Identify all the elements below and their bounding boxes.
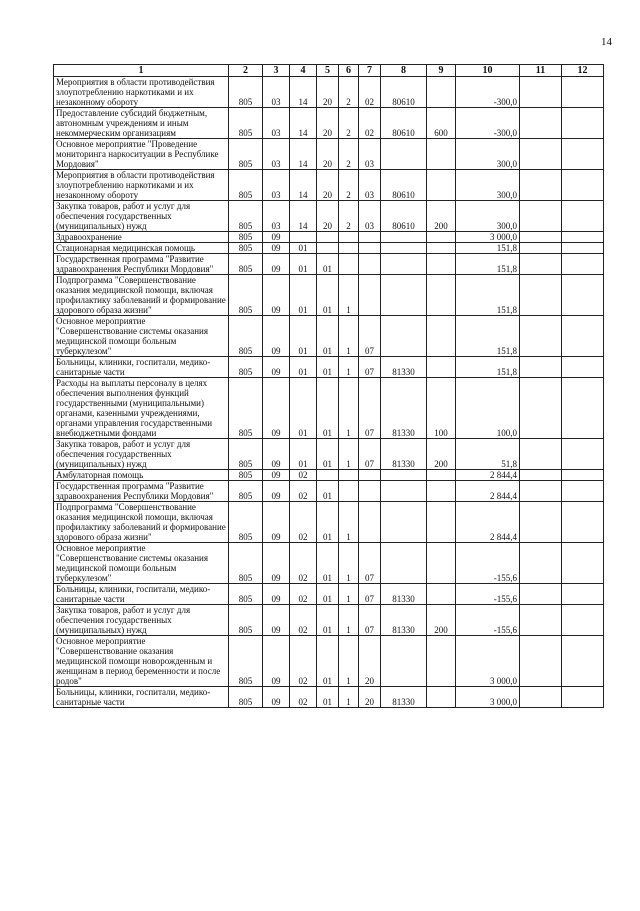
section-code-cell: 09 xyxy=(263,316,290,357)
col-11-cell xyxy=(520,470,562,481)
program-code-cell: 20 xyxy=(317,139,339,170)
expense-type-code-cell xyxy=(427,243,456,254)
direction-code-cell: 81330 xyxy=(381,687,427,708)
col-11-cell xyxy=(520,636,562,687)
col-12-cell xyxy=(562,439,604,470)
col-11-cell xyxy=(520,139,562,170)
subsection-code-cell: 01 xyxy=(290,243,317,254)
column-header: 10 xyxy=(456,65,520,77)
column-header: 4 xyxy=(290,65,317,77)
direction-code-cell: 80610 xyxy=(381,77,427,108)
kvsr-code-cell: 805 xyxy=(229,439,263,470)
kvsr-code-cell: 805 xyxy=(229,636,263,687)
program-code-cell: 01 xyxy=(317,316,339,357)
item-name-cell: Подпрограмма "Совершенствование оказания медицинской помощи, включая профилактику заболеваний и формирование здорового образа жизни" xyxy=(54,502,229,543)
col-11-cell xyxy=(520,77,562,108)
col-11-cell xyxy=(520,378,562,439)
amount-cell: 151,8 xyxy=(456,357,520,378)
event-code-cell xyxy=(359,254,381,275)
expense-type-code-cell: 200 xyxy=(427,201,456,232)
kvsr-code-cell: 805 xyxy=(229,543,263,584)
program-code-cell: 20 xyxy=(317,201,339,232)
table-row xyxy=(54,470,604,481)
subprogram-code-cell: 1 xyxy=(339,687,359,708)
kvsr-code-cell: 805 xyxy=(229,378,263,439)
expense-type-code-cell xyxy=(427,543,456,584)
table-row xyxy=(54,243,604,254)
direction-code-cell xyxy=(381,275,427,316)
col-12-cell xyxy=(562,470,604,481)
kvsr-code-cell: 805 xyxy=(229,275,263,316)
column-header: 8 xyxy=(381,65,427,77)
subsection-code-cell: 02 xyxy=(290,470,317,481)
col-12-cell xyxy=(562,254,604,275)
expense-type-code-cell xyxy=(427,636,456,687)
item-name-cell: Больницы, клиники, госпитали, медико-санитарные части xyxy=(54,687,229,708)
subprogram-code-cell: 2 xyxy=(339,170,359,201)
item-name-cell: Подпрограмма "Совершенствование оказания медицинской помощи, включая профилактику заболеваний и формирование здорового образа жизни" xyxy=(54,275,229,316)
event-code-cell: 02 xyxy=(359,108,381,139)
section-code-cell: 03 xyxy=(263,108,290,139)
direction-code-cell: 81330 xyxy=(381,439,427,470)
col-12-cell xyxy=(562,139,604,170)
event-code-cell xyxy=(359,232,381,243)
item-name-cell: Больницы, клиники, госпитали, медико-санитарные части xyxy=(54,357,229,378)
subprogram-code-cell: 1 xyxy=(339,316,359,357)
kvsr-code-cell: 805 xyxy=(229,502,263,543)
col-12-cell xyxy=(562,108,604,139)
col-12-cell xyxy=(562,636,604,687)
kvsr-code-cell: 805 xyxy=(229,108,263,139)
program-code-cell: 01 xyxy=(317,687,339,708)
amount-cell: 2 844,4 xyxy=(456,481,520,502)
col-11-cell xyxy=(520,232,562,243)
direction-code-cell: 81330 xyxy=(381,378,427,439)
subsection-code-cell: 14 xyxy=(290,108,317,139)
expense-type-code-cell xyxy=(427,254,456,275)
event-code-cell xyxy=(359,243,381,254)
table-row xyxy=(54,316,604,357)
section-code-cell: 09 xyxy=(263,357,290,378)
kvsr-code-cell: 805 xyxy=(229,139,263,170)
direction-code-cell xyxy=(381,502,427,543)
direction-code-cell xyxy=(381,481,427,502)
section-code-cell: 09 xyxy=(263,275,290,316)
amount-cell: 100,0 xyxy=(456,378,520,439)
column-header: 1 xyxy=(54,65,229,77)
col-12-cell xyxy=(562,170,604,201)
subprogram-code-cell xyxy=(339,481,359,502)
kvsr-code-cell: 805 xyxy=(229,243,263,254)
program-code-cell: 20 xyxy=(317,108,339,139)
table-row xyxy=(54,636,604,687)
section-code-cell: 09 xyxy=(263,605,290,636)
event-code-cell: 07 xyxy=(359,357,381,378)
table-row xyxy=(54,502,604,543)
amount-cell: -155,6 xyxy=(456,543,520,584)
event-code-cell xyxy=(359,470,381,481)
expense-type-code-cell: 600 xyxy=(427,108,456,139)
program-code-cell xyxy=(317,470,339,481)
amount-cell: 151,8 xyxy=(456,316,520,357)
kvsr-code-cell: 805 xyxy=(229,584,263,605)
program-code-cell: 01 xyxy=(317,378,339,439)
program-code-cell xyxy=(317,243,339,254)
expense-type-code-cell xyxy=(427,687,456,708)
subsection-code-cell: 01 xyxy=(290,275,317,316)
column-header: 9 xyxy=(427,65,456,77)
section-code-cell: 03 xyxy=(263,170,290,201)
event-code-cell xyxy=(359,481,381,502)
amount-cell: 3 000,0 xyxy=(456,232,520,243)
subsection-code-cell: 02 xyxy=(290,605,317,636)
col-12-cell xyxy=(562,605,604,636)
expense-type-code-cell xyxy=(427,139,456,170)
kvsr-code-cell: 805 xyxy=(229,232,263,243)
section-code-cell: 03 xyxy=(263,201,290,232)
subprogram-code-cell: 2 xyxy=(339,77,359,108)
item-name-cell: Основное мероприятие "Совершенствование системы оказания медицинской помощи больным туберкулезом" xyxy=(54,316,229,357)
col-11-cell xyxy=(520,605,562,636)
section-code-cell: 03 xyxy=(263,139,290,170)
col-11-cell xyxy=(520,316,562,357)
direction-code-cell xyxy=(381,139,427,170)
col-11-cell xyxy=(520,502,562,543)
table-row xyxy=(54,275,604,316)
table-row xyxy=(54,439,604,470)
table-row xyxy=(54,201,604,232)
amount-cell: -155,6 xyxy=(456,605,520,636)
subprogram-code-cell xyxy=(339,243,359,254)
table-row xyxy=(54,254,604,275)
program-code-cell: 01 xyxy=(317,636,339,687)
col-11-cell xyxy=(520,687,562,708)
subsection-code-cell: 02 xyxy=(290,687,317,708)
col-12-cell xyxy=(562,77,604,108)
program-code-cell: 01 xyxy=(317,543,339,584)
column-header: 5 xyxy=(317,65,339,77)
subsection-code-cell: 02 xyxy=(290,584,317,605)
section-code-cell: 09 xyxy=(263,543,290,584)
event-code-cell: 02 xyxy=(359,77,381,108)
subsection-code-cell: 01 xyxy=(290,254,317,275)
col-11-cell xyxy=(520,108,562,139)
section-code-cell: 09 xyxy=(263,470,290,481)
item-name-cell: Расходы на выплаты персоналу в целях обеспечения выполнения функций государственными (муниципальными) органами, казенными учреждениями, органами управления государственными внебюджетными фондами xyxy=(54,378,229,439)
direction-code-cell xyxy=(381,316,427,357)
kvsr-code-cell: 805 xyxy=(229,201,263,232)
column-header: 7 xyxy=(359,65,381,77)
col-11-cell xyxy=(520,584,562,605)
col-11-cell xyxy=(520,543,562,584)
program-code-cell: 01 xyxy=(317,254,339,275)
table-row xyxy=(54,139,604,170)
subprogram-code-cell: 1 xyxy=(339,605,359,636)
subsection-code-cell: 02 xyxy=(290,636,317,687)
amount-cell: -300,0 xyxy=(456,77,520,108)
subsection-code-cell: 14 xyxy=(290,170,317,201)
section-code-cell: 09 xyxy=(263,439,290,470)
item-name-cell: Закупка товаров, работ и услуг для обеспечения государственных (муниципальных) нужд xyxy=(54,201,229,232)
table-row xyxy=(54,584,604,605)
item-name-cell: Закупка товаров, работ и услуг для обеспечения государственных (муниципальных) нужд xyxy=(54,605,229,636)
col-11-cell xyxy=(520,357,562,378)
event-code-cell: 07 xyxy=(359,605,381,636)
section-code-cell: 03 xyxy=(263,77,290,108)
kvsr-code-cell: 805 xyxy=(229,77,263,108)
event-code-cell: 07 xyxy=(359,378,381,439)
col-12-cell xyxy=(562,201,604,232)
subsection-code-cell: 01 xyxy=(290,316,317,357)
column-header: 12 xyxy=(562,65,604,77)
direction-code-cell xyxy=(381,254,427,275)
direction-code-cell: 80610 xyxy=(381,108,427,139)
event-code-cell xyxy=(359,502,381,543)
subsection-code-cell: 01 xyxy=(290,378,317,439)
direction-code-cell xyxy=(381,243,427,254)
expense-type-code-cell: 100 xyxy=(427,378,456,439)
kvsr-code-cell: 805 xyxy=(229,357,263,378)
kvsr-code-cell: 805 xyxy=(229,470,263,481)
item-name-cell: Мероприятия в области противодействия злоупотреблению наркотиками и их незаконному обороту xyxy=(54,170,229,201)
subprogram-code-cell: 2 xyxy=(339,108,359,139)
direction-code-cell xyxy=(381,543,427,584)
table-row xyxy=(54,108,604,139)
col-12-cell xyxy=(562,584,604,605)
col-12-cell xyxy=(562,357,604,378)
subsection-code-cell: 02 xyxy=(290,502,317,543)
col-11-cell xyxy=(520,243,562,254)
program-code-cell: 01 xyxy=(317,605,339,636)
section-code-cell: 09 xyxy=(263,636,290,687)
table-row xyxy=(54,543,604,584)
direction-code-cell: 80610 xyxy=(381,201,427,232)
direction-code-cell xyxy=(381,636,427,687)
kvsr-code-cell: 805 xyxy=(229,481,263,502)
item-name-cell: Предоставление субсидий бюджетным, автономным учреждениям и иным некоммерческим организациям xyxy=(54,108,229,139)
program-code-cell: 20 xyxy=(317,77,339,108)
section-code-cell: 09 xyxy=(263,254,290,275)
section-code-cell: 09 xyxy=(263,232,290,243)
col-12-cell xyxy=(562,275,604,316)
col-11-cell xyxy=(520,201,562,232)
expense-type-code-cell: 200 xyxy=(427,605,456,636)
amount-cell: 300,0 xyxy=(456,170,520,201)
event-code-cell: 07 xyxy=(359,584,381,605)
col-12-cell xyxy=(562,502,604,543)
subprogram-code-cell: 1 xyxy=(339,636,359,687)
event-code-cell xyxy=(359,275,381,316)
amount-cell: -155,6 xyxy=(456,584,520,605)
table-row xyxy=(54,232,604,243)
col-12-cell xyxy=(562,543,604,584)
program-code-cell: 01 xyxy=(317,481,339,502)
subprogram-code-cell: 1 xyxy=(339,543,359,584)
event-code-cell: 03 xyxy=(359,201,381,232)
program-code-cell: 01 xyxy=(317,439,339,470)
kvsr-code-cell: 805 xyxy=(229,170,263,201)
program-code-cell: 20 xyxy=(317,170,339,201)
amount-cell: 2 844,4 xyxy=(456,502,520,543)
program-code-cell: 01 xyxy=(317,584,339,605)
table-row xyxy=(54,357,604,378)
col-12-cell xyxy=(562,481,604,502)
amount-cell: -300,0 xyxy=(456,108,520,139)
item-name-cell: Основное мероприятие "Совершенствование системы оказания медицинской помощи больным туберкулезом" xyxy=(54,543,229,584)
subsection-code-cell: 14 xyxy=(290,139,317,170)
section-code-cell: 09 xyxy=(263,502,290,543)
item-name-cell: Стационарная медицинская помощь xyxy=(54,243,229,254)
col-12-cell xyxy=(562,243,604,254)
col-12-cell xyxy=(562,378,604,439)
table-row xyxy=(54,605,604,636)
expense-type-code-cell xyxy=(427,481,456,502)
subsection-code-cell: 01 xyxy=(290,357,317,378)
kvsr-code-cell: 805 xyxy=(229,316,263,357)
subsection-code-cell xyxy=(290,232,317,243)
subsection-code-cell: 01 xyxy=(290,439,317,470)
item-name-cell: Основное мероприятие "Проведение мониторинга наркоситуации в Республике Мордовия" xyxy=(54,139,229,170)
event-code-cell: 03 xyxy=(359,170,381,201)
subprogram-code-cell xyxy=(339,254,359,275)
amount-cell: 3 000,0 xyxy=(456,636,520,687)
direction-code-cell: 81330 xyxy=(381,357,427,378)
section-code-cell: 09 xyxy=(263,584,290,605)
column-header: 3 xyxy=(263,65,290,77)
table-row xyxy=(54,77,604,108)
table-row xyxy=(54,170,604,201)
expense-type-code-cell xyxy=(427,232,456,243)
expense-type-code-cell xyxy=(427,170,456,201)
table-body xyxy=(54,77,604,708)
col-11-cell xyxy=(520,439,562,470)
amount-cell: 300,0 xyxy=(456,201,520,232)
col-11-cell xyxy=(520,254,562,275)
direction-code-cell xyxy=(381,232,427,243)
amount-cell: 151,8 xyxy=(456,275,520,316)
subprogram-code-cell: 2 xyxy=(339,139,359,170)
table-row xyxy=(54,687,604,708)
header-row xyxy=(54,65,604,77)
subprogram-code-cell: 1 xyxy=(339,378,359,439)
col-11-cell xyxy=(520,481,562,502)
kvsr-code-cell: 805 xyxy=(229,254,263,275)
item-name-cell: Закупка товаров, работ и услуг для обеспечения государственных (муниципальных) нужд xyxy=(54,439,229,470)
amount-cell: 3 000,0 xyxy=(456,687,520,708)
budget-table xyxy=(53,64,604,708)
kvsr-code-cell: 805 xyxy=(229,605,263,636)
expense-type-code-cell xyxy=(427,502,456,543)
item-name-cell: Здравоохранение xyxy=(54,232,229,243)
table-row xyxy=(54,481,604,502)
table-row xyxy=(54,378,604,439)
expense-type-code-cell xyxy=(427,470,456,481)
amount-cell: 51,8 xyxy=(456,439,520,470)
subprogram-code-cell xyxy=(339,232,359,243)
subsection-code-cell: 02 xyxy=(290,481,317,502)
col-11-cell xyxy=(520,275,562,316)
event-code-cell: 03 xyxy=(359,139,381,170)
col-12-cell xyxy=(562,232,604,243)
direction-code-cell: 80610 xyxy=(381,170,427,201)
item-name-cell: Больницы, клиники, госпитали, медико-санитарные части xyxy=(54,584,229,605)
amount-cell: 2 844,4 xyxy=(456,470,520,481)
subsection-code-cell: 02 xyxy=(290,543,317,584)
program-code-cell xyxy=(317,232,339,243)
section-code-cell: 09 xyxy=(263,481,290,502)
event-code-cell: 07 xyxy=(359,316,381,357)
direction-code-cell xyxy=(381,470,427,481)
section-code-cell: 09 xyxy=(263,687,290,708)
subprogram-code-cell: 1 xyxy=(339,275,359,316)
expense-type-code-cell xyxy=(427,357,456,378)
program-code-cell: 01 xyxy=(317,357,339,378)
program-code-cell: 01 xyxy=(317,502,339,543)
direction-code-cell: 81330 xyxy=(381,605,427,636)
subprogram-code-cell: 1 xyxy=(339,584,359,605)
subprogram-code-cell: 1 xyxy=(339,357,359,378)
item-name-cell: Государственная программа "Развитие здравоохранения Республики Мордовия" xyxy=(54,254,229,275)
expense-type-code-cell xyxy=(427,77,456,108)
subprogram-code-cell xyxy=(339,470,359,481)
column-header: 2 xyxy=(229,65,263,77)
col-12-cell xyxy=(562,687,604,708)
section-code-cell: 09 xyxy=(263,378,290,439)
subsection-code-cell: 14 xyxy=(290,201,317,232)
event-code-cell: 20 xyxy=(359,687,381,708)
page-number: 14 xyxy=(601,36,612,48)
program-code-cell: 01 xyxy=(317,275,339,316)
amount-cell: 151,8 xyxy=(456,243,520,254)
column-header: 6 xyxy=(339,65,359,77)
subprogram-code-cell: 1 xyxy=(339,439,359,470)
event-code-cell: 07 xyxy=(359,439,381,470)
item-name-cell: Амбулаторная помощь xyxy=(54,470,229,481)
subprogram-code-cell: 1 xyxy=(339,502,359,543)
direction-code-cell: 81330 xyxy=(381,584,427,605)
subprogram-code-cell: 2 xyxy=(339,201,359,232)
subsection-code-cell: 14 xyxy=(290,77,317,108)
column-header: 11 xyxy=(520,65,562,77)
item-name-cell: Мероприятия в области противодействия злоупотреблению наркотиками и их незаконному обороту xyxy=(54,77,229,108)
expense-type-code-cell: 200 xyxy=(427,439,456,470)
event-code-cell: 07 xyxy=(359,543,381,584)
expense-type-code-cell xyxy=(427,275,456,316)
item-name-cell: Основное мероприятие "Совершенствование оказания медицинской помощи новорожденным и женщинам в период беременности и после родов" xyxy=(54,636,229,687)
expense-type-code-cell xyxy=(427,584,456,605)
kvsr-code-cell: 805 xyxy=(229,687,263,708)
amount-cell: 151,8 xyxy=(456,254,520,275)
event-code-cell: 20 xyxy=(359,636,381,687)
col-11-cell xyxy=(520,170,562,201)
section-code-cell: 09 xyxy=(263,243,290,254)
item-name-cell: Государственная программа "Развитие здравоохранения Республики Мордовия" xyxy=(54,481,229,502)
col-12-cell xyxy=(562,316,604,357)
amount-cell: 300,0 xyxy=(456,139,520,170)
expense-type-code-cell xyxy=(427,316,456,357)
